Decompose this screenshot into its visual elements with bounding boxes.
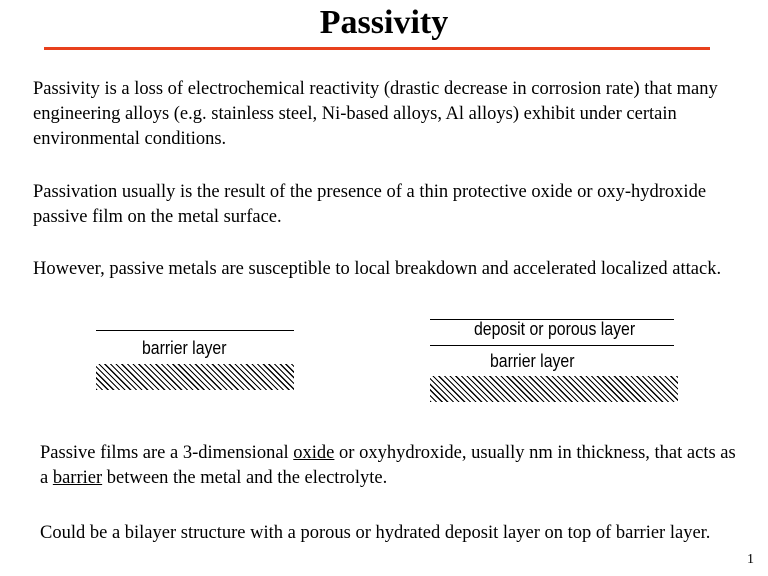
p4-text-c: or oxyhydroxide, usually nm in thickness, that acts as a [40, 443, 736, 488]
barrier-underlined: barrier [52, 468, 103, 488]
paragraph-passivation: Passivation usually is the result of the presence of a thin protective oxide or oxy-hydroxide passive film on the metal surface. [33, 182, 707, 227]
deposit-layer-label: deposit or porous layer [474, 319, 636, 339]
deposit-barrier-boundary [430, 345, 674, 346]
p4-text-a: Passive films are a 3-dimensional [40, 443, 294, 463]
barrier-layer-label: barrier layer [142, 338, 227, 358]
title-underline [44, 47, 710, 50]
metal-substrate-hatch [96, 364, 294, 390]
paragraph-breakdown: However, passive metals are susceptible to local breakdown and accelerated localized attack. [33, 259, 722, 279]
paragraph-passivity-definition: Passivity is a loss of electrochemical reactivity (drastic decrease in corrosion rate) that many engineering alloys (e.g. stainless steel, Ni-based alloys, Al alloys) exhibit under certain environmental conditions. [33, 79, 718, 149]
paragraph-bilayer: Could be a bilayer structure with a porous or hydrated deposit layer on top of barrier layer. [40, 523, 711, 543]
paragraph-passive-films [40, 441, 740, 491]
metal-substrate-hatch-right [430, 376, 678, 402]
slide-title: Passivity [319, 4, 449, 41]
page-number: 1 [747, 552, 754, 567]
barrier-layer-label-right: barrier layer [490, 351, 575, 371]
p4-text-e: between the metal and the electrolyte. [102, 468, 388, 488]
film-top-line [96, 330, 294, 331]
oxide-underlined: oxide [293, 443, 335, 463]
